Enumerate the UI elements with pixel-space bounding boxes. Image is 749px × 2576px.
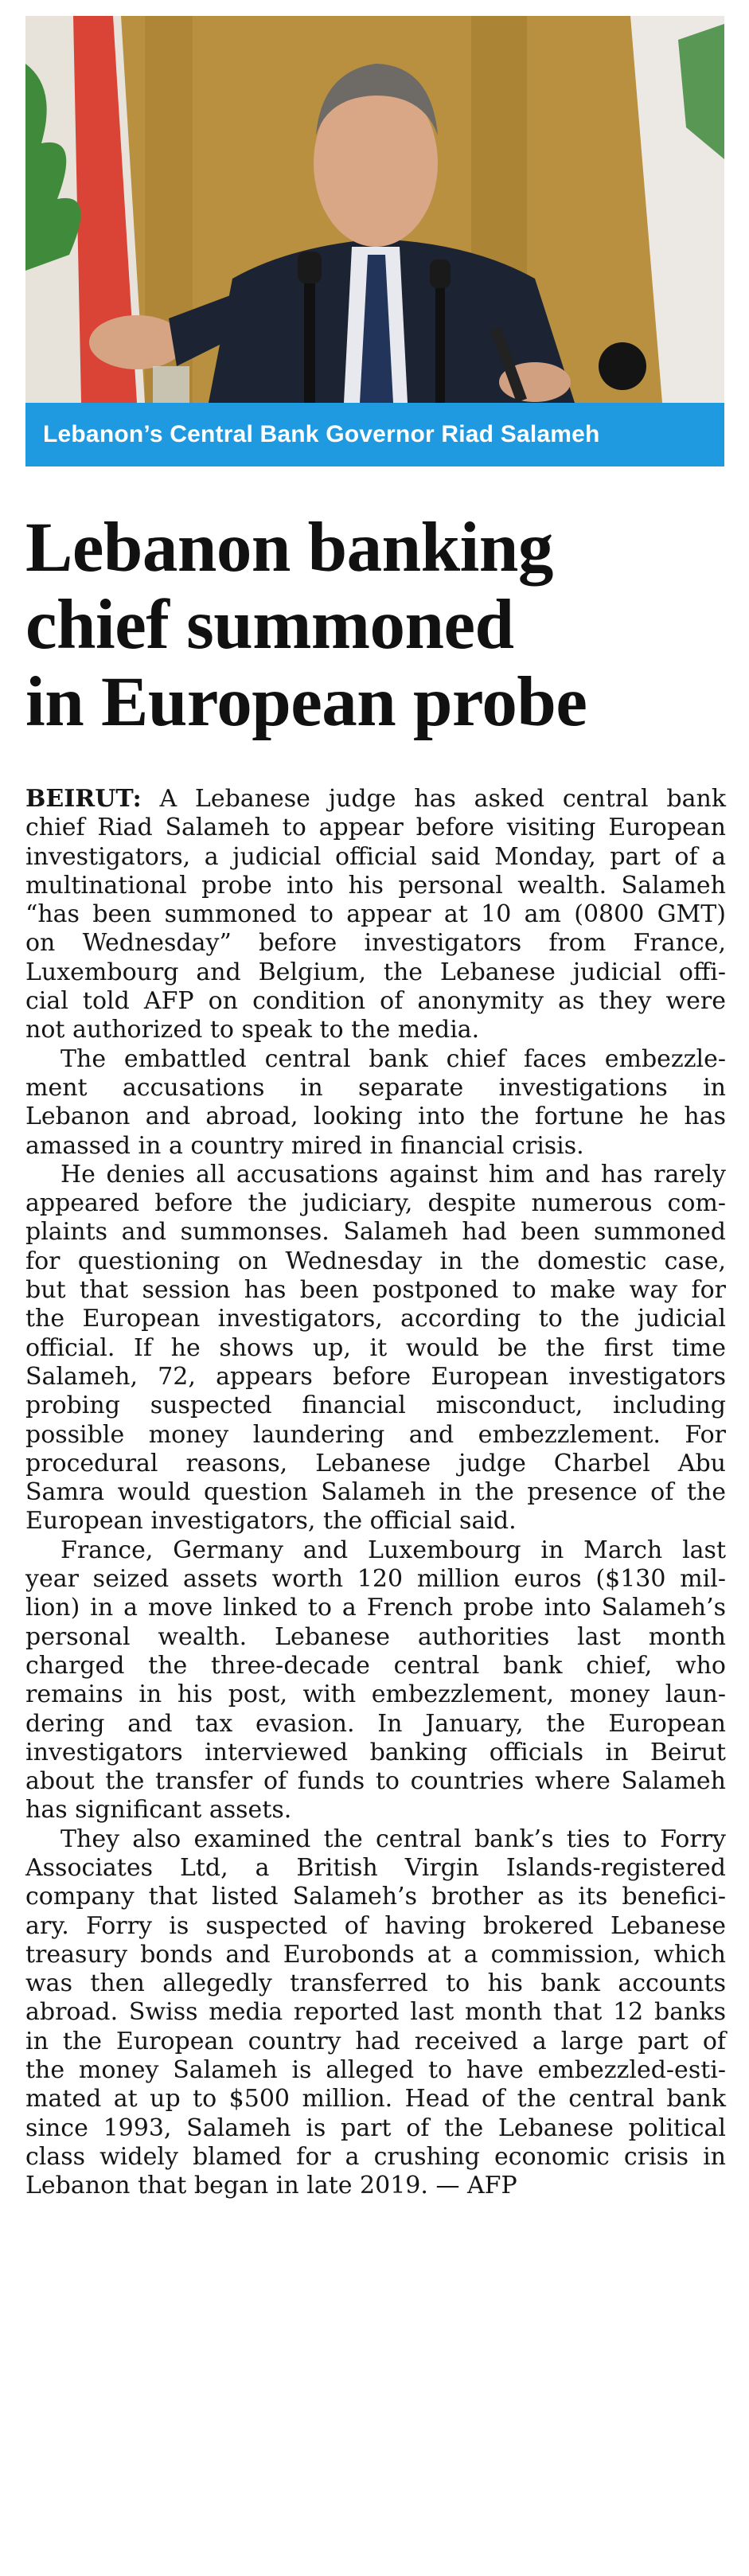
article-line: Samra would question Salameh in the presence of the	[25, 1478, 726, 1507]
article-line: amassed in a country mired in financial crisis.	[25, 1131, 584, 1160]
article-line: on Wednesday” before investigators from France,	[25, 929, 726, 958]
photo-caption: Lebanon’s Central Bank Governor Riad Salameh	[43, 421, 600, 447]
article-line: treasury bonds and Eurobonds at a commission, which	[25, 1940, 726, 1969]
article-line: mated at up to $500 million. Head of the central bank	[25, 2085, 726, 2113]
article-line: Associates Ltd, a British Virgin Islands-registered	[25, 1853, 726, 1882]
article-line: ment accusations in separate investigations in	[25, 1073, 726, 1102]
article-line: year seized assets worth 120 million euros ($130 mil-	[25, 1565, 726, 1594]
article-line: for questioning on Wednesday in the domestic case,	[25, 1247, 726, 1275]
article-line: possible money laundering and embezzlement. For	[25, 1420, 726, 1449]
article-line: Salameh, 72, appears before European investigators	[25, 1362, 726, 1391]
article-line: remains in his post, with embezzlement, money laun-	[25, 1680, 726, 1709]
article-line: BEIRUT: A Lebanese judge has asked central bank	[25, 785, 726, 813]
article-line: since 1993, Salameh is part of the Lebanese political	[25, 2113, 726, 2142]
article-line: Luxembourg and Belgium, the Lebanese judicial offi-	[25, 958, 726, 986]
article-line: investigators, a judicial official said Monday, part of a	[25, 842, 726, 871]
article-line: class widely blamed for a crushing economic crisis in	[25, 2142, 726, 2171]
article-line: but that session has been postponed to make way for	[25, 1276, 726, 1305]
article-line: the European investigators, according to the judicial	[25, 1305, 726, 1333]
article-line: company that listed Salameh’s brother as its benefici-	[25, 1883, 726, 1911]
headline-line: chief summoned	[25, 586, 514, 664]
article-body	[25, 785, 726, 2201]
article-line: charged the three-decade central bank chief, who	[25, 1651, 726, 1680]
photo-caption-bar	[25, 403, 724, 466]
article-line: lion) in a move linked to a French probe into Salameh’s	[25, 1594, 726, 1622]
article-line: has significant assets.	[25, 1796, 292, 1825]
article-line: procedural reasons, Lebanese judge Charbel Abu	[25, 1449, 726, 1477]
article-line: abroad. Swiss media reported last month that 12 banks	[25, 1998, 726, 2027]
article-line: European investigators, the official said.	[25, 1507, 517, 1536]
article-line: about the transfer of funds to countries where Salameh	[25, 1767, 726, 1796]
article-line: Lebanon that began in late 2019. — AFP	[25, 2172, 517, 2200]
dateline: BEIRUT:	[25, 785, 142, 813]
article-photo	[25, 16, 724, 403]
article-line: plaints and summonses. Salameh had been summoned	[25, 1218, 726, 1247]
headline-line: Lebanon banking	[25, 509, 553, 587]
article-line: appeared before the judiciary, despite numerous com-	[25, 1189, 726, 1218]
article-line: not authorized to speak to the media.	[25, 1016, 480, 1044]
article-line: probing suspected financial misconduct, including	[25, 1391, 726, 1420]
headline	[25, 509, 726, 741]
article-line: He denies all accusations against him and has rarely	[60, 1160, 726, 1188]
article-line: the money Salameh is alleged to have embezzled-esti-	[25, 2056, 726, 2085]
article-line: in the European country had received a large part of	[25, 2027, 726, 2055]
article-line: dering and tax evasion. In January, the European	[25, 1709, 726, 1738]
article-line: chief Riad Salameh to appear before visiting European	[25, 814, 726, 842]
article-line: “has been summoned to appear at 10 am (0800 GMT)	[25, 900, 726, 929]
photo-illustration	[25, 16, 724, 403]
article-line: official. If he shows up, it would be the first time	[25, 1333, 726, 1362]
headline-line: in European probe	[25, 663, 587, 741]
article-line: France, Germany and Luxembourg in March last	[60, 1536, 726, 1564]
article-line: personal wealth. Lebanese authorities last month	[25, 1622, 726, 1651]
article-line: The embattled central bank chief faces embezzle-	[60, 1044, 726, 1073]
article-line: Lebanon and abroad, looking into the fortune he has	[25, 1103, 726, 1131]
article-line: cial told AFP on condition of anonymity as they were	[25, 987, 726, 1016]
article-line: ary. Forry is suspected of having brokered Lebanese	[25, 1911, 726, 1940]
article-line: They also examined the central bank’s ties to Forry	[60, 1825, 726, 1853]
article-line: multinational probe into his personal wealth. Salameh	[25, 871, 726, 900]
article-line: investigators interviewed banking officials in Beirut	[25, 1738, 726, 1766]
article-line: was then allegedly transferred to his bank accounts	[25, 1969, 726, 1998]
